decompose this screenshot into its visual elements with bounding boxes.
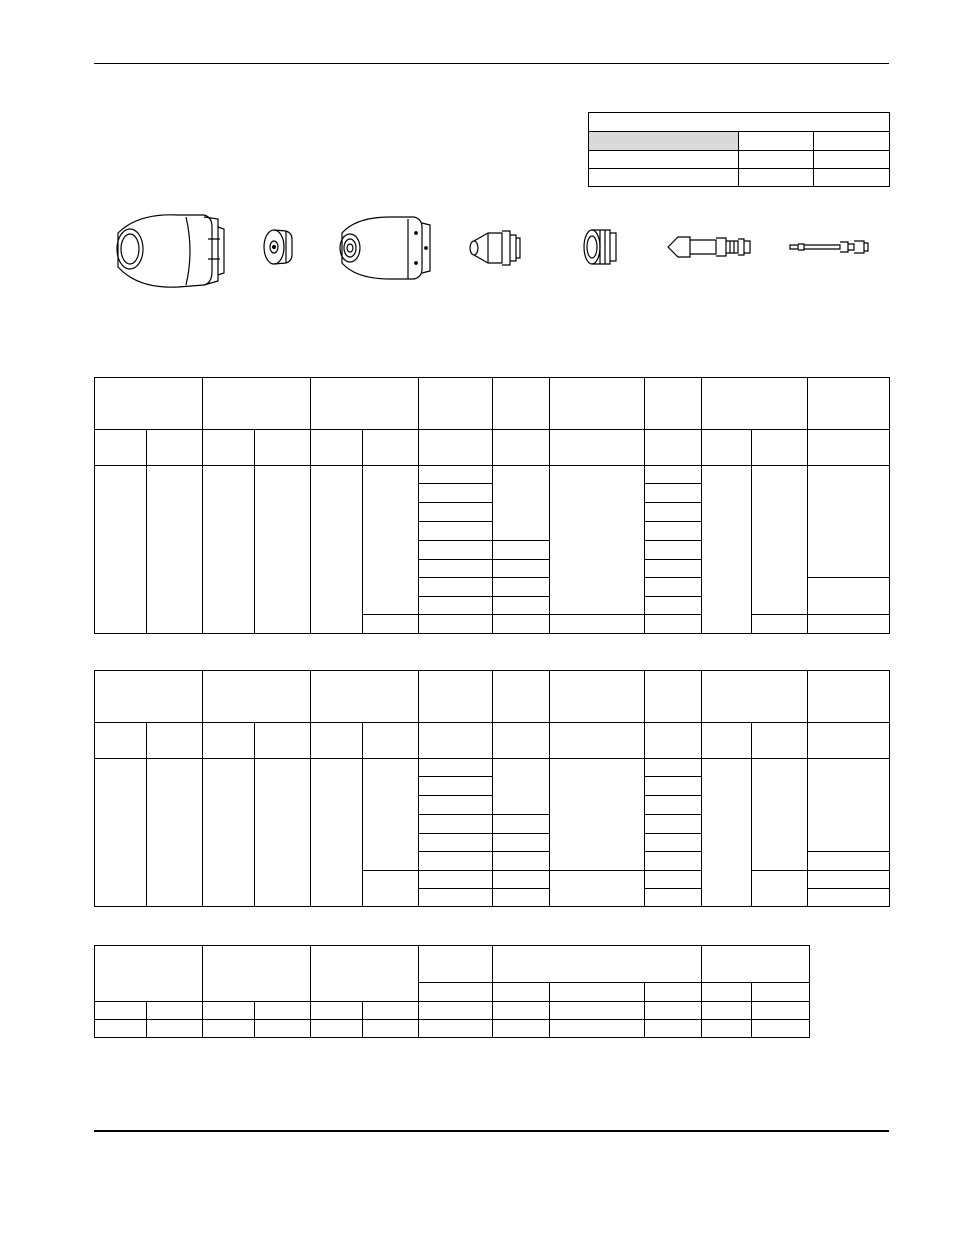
table-cell	[645, 615, 702, 634]
table-cell	[493, 1002, 550, 1020]
table-cell	[493, 723, 550, 759]
table-cell	[808, 578, 890, 615]
table-cell	[739, 151, 814, 169]
table-cell	[419, 615, 493, 634]
table-cell	[645, 578, 702, 597]
table-cell	[550, 1002, 645, 1020]
table-cell	[814, 132, 890, 151]
footer-rule	[94, 1130, 889, 1132]
table-cell	[493, 852, 550, 871]
table-cell	[363, 466, 419, 615]
table-cell	[550, 871, 645, 907]
table-cell	[493, 834, 550, 852]
table-cell	[203, 466, 255, 634]
table-row	[95, 759, 890, 777]
table-row	[95, 1002, 810, 1020]
table-cell	[550, 1020, 645, 1038]
swirl-ring-icon	[580, 225, 624, 269]
table-cell	[808, 430, 890, 466]
table-cell	[702, 946, 810, 983]
table-cell	[95, 378, 203, 430]
table-cell	[645, 796, 702, 815]
table-header-row	[95, 671, 890, 723]
table-cell	[645, 430, 702, 466]
table-cell	[752, 1020, 810, 1038]
table-cell	[702, 378, 808, 430]
table-cell	[419, 1020, 493, 1038]
table-cell	[311, 759, 363, 907]
table-cell	[493, 815, 550, 834]
table-cell	[550, 723, 645, 759]
table-cell	[363, 1020, 419, 1038]
table-cell	[493, 430, 550, 466]
table-cell	[95, 946, 203, 1002]
table-cell	[147, 466, 203, 634]
electrode-icon	[664, 231, 760, 263]
table-cell	[363, 1002, 419, 1020]
table-cell	[493, 560, 550, 578]
summary-table-title-row	[589, 113, 890, 132]
table-cell	[493, 378, 550, 430]
table-cell	[203, 378, 311, 430]
process-table-1	[94, 377, 890, 634]
table-cell	[752, 723, 808, 759]
table-cell	[702, 723, 752, 759]
water-tube-icon	[788, 237, 870, 257]
table-cell	[363, 430, 419, 466]
table-cell	[255, 430, 311, 466]
table-cell	[808, 671, 890, 723]
table-cell	[419, 597, 493, 615]
table-cell	[493, 946, 702, 983]
summary-table	[588, 112, 890, 187]
table-cell	[147, 723, 203, 759]
table-cell	[203, 1002, 255, 1020]
table-cell	[814, 151, 890, 169]
table-row	[95, 1020, 810, 1038]
table-cell	[419, 871, 493, 889]
table-cell	[311, 1002, 363, 1020]
table-cell	[419, 834, 493, 852]
table-cell	[419, 723, 493, 759]
table-cell	[808, 852, 890, 871]
table-cell	[419, 541, 493, 560]
table-cell	[95, 430, 147, 466]
process-table-2	[94, 670, 890, 907]
table-cell	[419, 889, 493, 907]
table-cell	[363, 759, 419, 871]
table-subheader-row	[95, 723, 890, 759]
table-cell	[550, 430, 645, 466]
table-cell	[645, 466, 702, 484]
retaining-cap-icon	[334, 211, 438, 285]
table-cell	[419, 522, 493, 541]
table-cell	[645, 1002, 702, 1020]
table-cell	[645, 522, 702, 541]
table-cell	[493, 541, 550, 560]
table-cell	[95, 1020, 147, 1038]
table-cell	[645, 889, 702, 907]
table-cell	[493, 597, 550, 615]
nozzle-icon	[466, 225, 526, 271]
table-cell	[363, 723, 419, 759]
table-cell	[363, 871, 419, 907]
table-cell	[419, 503, 493, 522]
table-cell	[255, 466, 311, 634]
table-cell	[550, 759, 645, 871]
table-subheader-row	[95, 430, 890, 466]
table-cell	[645, 484, 702, 503]
summary-table-header-row	[589, 132, 890, 151]
table-cell	[645, 503, 702, 522]
table-cell	[739, 132, 814, 151]
table-cell	[752, 430, 808, 466]
table-cell	[752, 871, 808, 907]
table-cell	[419, 777, 493, 796]
table-cell	[645, 541, 702, 560]
table-cell	[808, 466, 890, 578]
table-cell	[255, 759, 311, 907]
table-cell	[493, 1020, 550, 1038]
table-cell	[419, 796, 493, 815]
table-cell	[752, 1002, 810, 1020]
table-cell	[203, 1020, 255, 1038]
table-header-row	[95, 378, 890, 430]
table-cell	[739, 169, 814, 187]
table-cell	[752, 759, 808, 871]
table-cell	[645, 852, 702, 871]
table-cell	[493, 615, 550, 634]
table-cell	[203, 946, 311, 1002]
table-cell	[311, 1020, 363, 1038]
table-cell	[645, 597, 702, 615]
table-cell	[203, 671, 311, 723]
table-cell	[95, 671, 203, 723]
consumable-parts-illustration	[94, 195, 889, 295]
table-cell	[311, 671, 419, 723]
table-cell	[645, 671, 702, 723]
table-cell	[493, 759, 550, 815]
table-cell	[147, 1020, 203, 1038]
table-cell	[645, 723, 702, 759]
table-cell	[203, 430, 255, 466]
table-cell	[589, 151, 739, 169]
table-cell	[311, 466, 363, 634]
table-cell	[550, 466, 645, 615]
table-cell	[203, 723, 255, 759]
table-cell	[702, 1002, 752, 1020]
table-cell	[255, 723, 311, 759]
table-cell	[419, 815, 493, 834]
header-rule	[94, 63, 889, 64]
table-header-row	[95, 946, 810, 983]
table-cell	[311, 723, 363, 759]
table-cell	[702, 466, 752, 634]
table-cell	[645, 983, 702, 1002]
table-cell	[645, 777, 702, 796]
table-cell	[808, 871, 890, 889]
table-cell	[645, 815, 702, 834]
table-cell	[419, 560, 493, 578]
table-row	[95, 466, 890, 484]
table-cell	[752, 615, 808, 634]
table-cell	[814, 169, 890, 187]
table-cell	[419, 983, 493, 1002]
shield-icon	[108, 207, 228, 291]
table-cell	[493, 466, 550, 541]
table-cell	[363, 615, 419, 634]
table-cell	[255, 1020, 311, 1038]
table-cell	[419, 578, 493, 597]
table-cell	[808, 615, 890, 634]
table-cell	[550, 983, 645, 1002]
process-table-3	[94, 945, 810, 1038]
table-cell	[702, 430, 752, 466]
table-cell	[419, 759, 493, 777]
table-cell	[311, 430, 363, 466]
table-cell	[419, 852, 493, 871]
table-cell	[550, 671, 645, 723]
table-cell	[311, 378, 419, 430]
table-cell	[645, 834, 702, 852]
table-cell	[95, 466, 147, 634]
table-cell	[702, 1020, 752, 1038]
table-cell	[147, 430, 203, 466]
table-cell	[589, 113, 890, 132]
table-cell	[808, 723, 890, 759]
table-cell	[808, 889, 890, 907]
table-cell	[493, 671, 550, 723]
table-cell	[752, 983, 810, 1002]
table-cell	[702, 671, 808, 723]
table-cell	[419, 1002, 493, 1020]
table-cell	[550, 615, 645, 634]
table-cell	[645, 759, 702, 777]
table-cell	[419, 378, 493, 430]
table-cell	[645, 1020, 702, 1038]
table-cell	[752, 466, 808, 615]
table-cell	[95, 759, 147, 907]
table-cell	[589, 169, 739, 187]
table-cell	[419, 946, 493, 983]
table-cell	[645, 378, 702, 430]
table-cell	[702, 759, 752, 907]
table-cell	[493, 983, 550, 1002]
table-cell	[147, 759, 203, 907]
table-cell	[808, 759, 890, 852]
table-cell	[645, 560, 702, 578]
table-row	[589, 151, 890, 169]
table-cell	[419, 466, 493, 484]
shield-cap-icon	[260, 225, 300, 269]
table-cell	[255, 1002, 311, 1020]
table-cell	[147, 1002, 203, 1020]
table-cell	[419, 671, 493, 723]
table-cell	[493, 871, 550, 889]
table-cell	[645, 871, 702, 889]
table-cell	[808, 378, 890, 430]
table-cell	[493, 889, 550, 907]
table-cell	[203, 759, 255, 907]
table-cell	[311, 946, 419, 1002]
table-row	[589, 169, 890, 187]
table-cell	[95, 1002, 147, 1020]
table-cell	[95, 723, 147, 759]
table-cell	[589, 132, 739, 151]
table-cell	[419, 430, 493, 466]
table-cell	[419, 484, 493, 503]
table-cell	[550, 378, 645, 430]
table-cell	[702, 983, 752, 1002]
table-cell	[493, 578, 550, 597]
